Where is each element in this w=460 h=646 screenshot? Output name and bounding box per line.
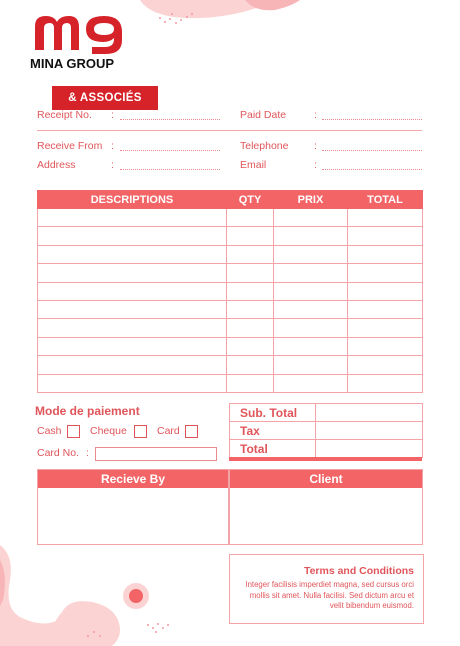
cell-prix[interactable]: [274, 337, 348, 355]
table-row: [38, 300, 423, 318]
sub-total-label: Sub. Total: [230, 404, 316, 422]
items-table-body: [38, 209, 423, 393]
table-row: [38, 227, 423, 245]
cell-description[interactable]: [38, 337, 227, 355]
cell-qty[interactable]: [227, 374, 274, 392]
company-name: MINA GROUP: [30, 56, 115, 71]
cell-total[interactable]: [348, 282, 423, 300]
cell-qty[interactable]: [227, 319, 274, 337]
table-row: [38, 209, 423, 227]
cell-qty[interactable]: [227, 300, 274, 318]
card-no-label: Card No.: [37, 447, 80, 459]
cell-description[interactable]: [38, 374, 227, 392]
cell-prix[interactable]: [274, 264, 348, 282]
cell-description[interactable]: [38, 282, 227, 300]
colon: :: [314, 140, 317, 152]
table-row: [38, 374, 423, 392]
terms-title: Terms and Conditions: [303, 565, 414, 577]
divider: [37, 130, 422, 131]
cell-qty[interactable]: [227, 209, 274, 227]
cell-description[interactable]: [38, 319, 227, 337]
colon: :: [111, 140, 114, 152]
tax-label: Tax: [230, 422, 316, 440]
email-field[interactable]: [322, 169, 422, 170]
cell-description[interactable]: [38, 300, 227, 318]
telephone-field[interactable]: [322, 150, 422, 151]
table-row: [38, 245, 423, 263]
cell-prix[interactable]: [274, 300, 348, 318]
totals-underline: [229, 457, 422, 461]
client-header: Client: [230, 470, 422, 488]
receipt-no-label: Receipt No.: [37, 109, 92, 121]
cell-qty[interactable]: [227, 245, 274, 263]
cheque-label: Cheque: [90, 425, 127, 437]
table-row: [38, 356, 423, 374]
cell-description[interactable]: [38, 356, 227, 374]
terms-box: [229, 554, 424, 624]
card-no-input[interactable]: [95, 447, 217, 461]
cell-total[interactable]: [348, 227, 423, 245]
cell-qty[interactable]: [227, 356, 274, 374]
receive-from-label: Receive From: [37, 140, 103, 152]
cell-qty[interactable]: [227, 337, 274, 355]
items-table: [37, 190, 423, 393]
terms-body: Integer facilisis imperdiet magna, sed cursus orci mollis sit amet. Nulla facilisi. Sed dictum arcu et velit bibendum euismod.: [245, 580, 414, 610]
cell-prix[interactable]: [274, 227, 348, 245]
receipt-no-field[interactable]: [120, 119, 220, 120]
cheque-checkbox[interactable]: [134, 425, 147, 438]
paid-date-field[interactable]: [322, 119, 422, 120]
total-label: Total: [230, 440, 316, 458]
company-suffix-badge: & ASSOCIÉS: [52, 86, 158, 110]
colon: :: [111, 109, 114, 121]
cell-total[interactable]: [348, 209, 423, 227]
colon: :: [314, 159, 317, 171]
colon: :: [111, 159, 114, 171]
cell-prix[interactable]: [274, 209, 348, 227]
total-row: [230, 440, 423, 458]
total-value[interactable]: [316, 440, 423, 458]
cell-total[interactable]: [348, 337, 423, 355]
table-row: [38, 319, 423, 337]
totals-table: [229, 403, 423, 458]
telephone-label: Telephone: [240, 140, 289, 152]
table-row: [38, 337, 423, 355]
cell-total[interactable]: [348, 319, 423, 337]
cell-total[interactable]: [348, 356, 423, 374]
table-row: [38, 264, 423, 282]
cell-description[interactable]: [38, 245, 227, 263]
cell-prix[interactable]: [274, 319, 348, 337]
address-field[interactable]: [120, 169, 220, 170]
cell-prix[interactable]: [274, 374, 348, 392]
cash-checkbox[interactable]: [67, 425, 80, 438]
items-table-header: [38, 191, 423, 209]
column-header-descriptions: DESCRIPTIONS: [38, 191, 227, 209]
company-logo: [30, 16, 142, 104]
cell-qty[interactable]: [227, 227, 274, 245]
cell-description[interactable]: [38, 264, 227, 282]
cell-total[interactable]: [348, 374, 423, 392]
address-label: Address: [37, 159, 76, 171]
receive-from-field[interactable]: [120, 150, 220, 151]
sub-total-row: [230, 404, 423, 422]
cell-description[interactable]: [38, 209, 227, 227]
cell-total[interactable]: [348, 264, 423, 282]
cell-qty[interactable]: [227, 264, 274, 282]
cell-description[interactable]: [38, 227, 227, 245]
client-box[interactable]: [229, 469, 423, 545]
cell-total[interactable]: [348, 300, 423, 318]
received-by-box[interactable]: [37, 469, 229, 545]
cell-total[interactable]: [348, 245, 423, 263]
cash-label: Cash: [37, 425, 62, 437]
cell-prix[interactable]: [274, 282, 348, 300]
email-label: Email: [240, 159, 267, 171]
column-header-qty: QTY: [227, 191, 274, 209]
received-by-header: Recieve By: [38, 470, 228, 488]
mg-monogram-logo: [32, 10, 128, 54]
sub-total-value[interactable]: [316, 404, 423, 422]
cell-qty[interactable]: [227, 282, 274, 300]
card-label: Card: [157, 425, 180, 437]
column-header-prix: PRIX: [274, 191, 348, 209]
tax-row: [230, 422, 423, 440]
colon: :: [314, 109, 317, 121]
table-row: [38, 282, 423, 300]
payment-mode-title: Mode de paiement: [35, 404, 140, 418]
paid-date-label: Paid Date: [240, 109, 287, 121]
card-checkbox[interactable]: [185, 425, 198, 438]
column-header-total: TOTAL: [348, 191, 423, 209]
cell-prix[interactable]: [274, 245, 348, 263]
cell-prix[interactable]: [274, 356, 348, 374]
colon: :: [86, 447, 89, 459]
tax-value[interactable]: [316, 422, 423, 440]
